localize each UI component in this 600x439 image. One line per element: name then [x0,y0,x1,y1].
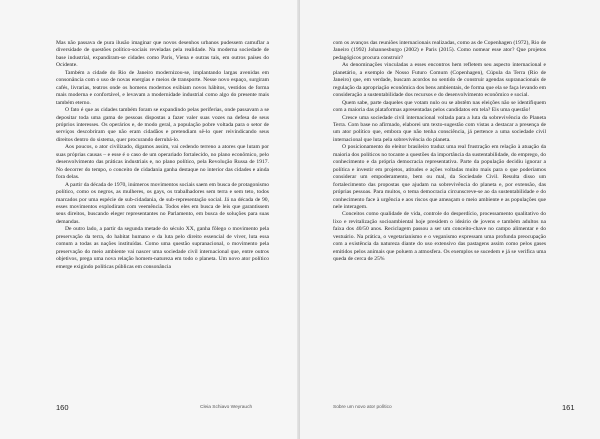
left-page-body [56,40,269,271]
paragraph: Aos poucos, o ator civilizado, digamos assim, vai cedendo terreno a atores que lutam por suas próprias causas – e esse é o caso de um operariado fortalecido, no plano econômico, pelo desenvolvimento das práticas industriais e, no plano político, pela Revolução Russa de 1917. No decorrer do tempo, o conceito de cidadania ganha destaque no interior das cidades e ainda fora delas. [56,144,269,181]
paragraph: De outro lado, a partir da segunda metade do século XX, ganha fôlego o movimento pela preservação da terra, do habitat humano e da luta pelo direito essencial de viver, luta essa comum a todas as nações instituídas. Como uma questão supranacional, o movimento pela preservação do meio ambiente vai nascer uma sociedade civil internacional que, entre outros objetivos, prega uma nova relação homem-natureza em todo o planeta. Um novo ator político emerge exigindo políticas públicas em consonância [56,226,269,270]
paragraph: Mas não passava de pura ilusão imaginar que novos desenhos urbanos pudessem camuflar a diversidade de questões político-sociais reveladas pela realidade. Na moderna sociedade de base industrial, expandiram-se cidades como Paris, Viena e outras tais, em outros países do Ocidente. [56,40,269,69]
right-page [300,0,600,439]
page-number: 161 [562,403,575,412]
paragraph: Cresce uma sociedade civil internacional voltada para a luta da sobrevivência do Planeta Terra. Com base no afirmado, elaborei um texto-sugestão com vistas a destacar a presença de um ator político que, embora que não tenha consciência, já pertence a uma sociedade civil internacional que luta pela sobrevivência do planeta. [333,114,546,143]
paragraph: Quem sabe, parte daqueles que votam nulo ou se abstêm nas eleições não se identifiquem com a maioria das plataformas apresentadas pelos candidatos em tela? Eis uma questão! [333,99,546,114]
running-head: Cleia Schiavo Weyrauch [200,405,253,410]
paragraph: A partir da década de 1970, inúmeros movimentos sociais saem em busca de protagonismo político, como os negros, as mulheres, os gays, os trabalhadores sem terra e sem teto, todos marcados por uma espécie de sub-cidadania, de sub-representação social. Já na década de 90, esses movimentos explodiram com veemência. Todos eles em busca de leis que garantissem seus direitos, buscando eleger representantes no Parlamento, em busca de soluções para suas demandas. [56,181,269,225]
paragraph: Conceitos como qualidade de vida, controle do desperdício, processamento qualitativo do lixo e revitalização socioambiental hoje presidem o ideário de jovens e também adultos na faixa dos 40/50 anos. Reciclagem passou a ser um conceito-chave no campo alimentar e do vestuário. Na prática, o vegetarianismo e o veganismo expressam uma profunda preocupação com a existência da natureza diante do uso extensivo das pastagens assim como pelos gases emitidos pelos animais que poluem a atmosfera. Os exemplos se sucedem e já se verifica uma queda de cerca de 25% [333,211,546,263]
paragraph: Também a cidade do Rio de Janeiro modernizou-se, implantando largas avenidas em consonância com o uso de novas energias e meios de transporte. Nesse novo espaço, surgiram cafés, livrarias, teatros onde os homens modernos exibiam novos hábitos, vestidos de forma mais moderna e confortável, e levavam a modernidade industrial como algo do presente mais também eterno. [56,69,269,106]
running-head: Sobre um novo ator político [333,405,392,410]
right-page-body [333,40,546,264]
paragraph: O posicionamento do eleitor brasileiro traduz uma real frustração em relação à atuação da maioria dos políticos no tocante a questões da importância da sustentabilidade, do emprego, do conhecimento e da própria democracia representativa. Parte da população decidiu ignorar a política e investir em projetos, atitudes e ações voltadas muito mais para o que poderíamos considerar um empoderamento, bem ou mal, da Sociedade Civil. Resulta disso um fortalecimento das propostas que ajudam na sobrevivência do planeta e, por extensão, das próprias pessoas. Para muitos, o tema democracia circunscreve-se ao da sustentabilidade e do conhecimento face à urgência e aos riscos que ameaçam o meio ambiente e as populações que nele interagem. [333,144,546,210]
paragraph: com os avanços das reuniões internacionais realizadas, como as de Copenhagen (1972), Rio de Janeiro (1992) Johannesburgo (2002) e Paris (2015). Como nomear esse ator? Que projetos pedagógicos procura construir? [333,40,546,61]
paragraph: As denominações vinculadas a esses encontros hem refletem seu aspecto internacional e planetário, a exemplo de Nosso Futuro Comum (Copenhagen), Cúpula da Terra (Rio de Janeiro) que, em verdade, buscam acordos no sentido de construir agendas supranacionais de regulação da apropriação econômica dos bens ambientais, de forma que ela se faça levando em consideração a sustentabilidade dos recursos e do desenvolvimento econômico e social. [333,62,546,99]
page-number: 160 [56,403,69,412]
paragraph: O fato é que as cidades também foram se expandindo pelas periferias, onde passavam a se depositar toda uma gama de pessoas dispostas a fazer valer suas vozes na defesa de seus próprios interesses. Os operários e, de modo geral, a população pobre voltada para o setor de serviços descobriram que não eram cidadãos e pretendiam sê-lo quer reivindicando seus direitos dentro do sistema, quer procurando derrubá-lo. [56,107,269,143]
